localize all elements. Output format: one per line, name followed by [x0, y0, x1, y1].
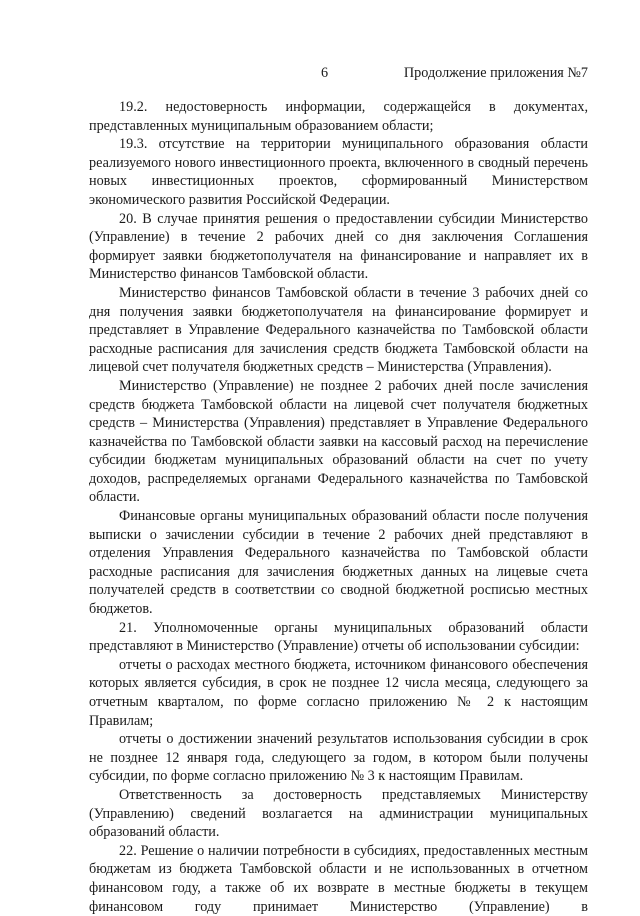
document-body: [89, 98, 588, 916]
paragraph-19-3: 19.3. отсутствие на территории муниципального образования области реализуемого нового инвестиционного проекта, включенного в сводный перечень новых инвестиционных проектов, сформированный Министерством экономического развития Российской Федерации.: [89, 136, 588, 208]
paragraph-minfin-budget-schedules: Министерство финансов Тамбовской области в течение 3 рабочих дней со дня получения заявки бюджетополучателя на финансирование формирует и представляет в Управление Федерального казначейства по Тамбовской области расходные расписания для зачисления средств бюджета Тамбовской области на лицевой счет получателя бюджетных средств – Министерства (Управления).: [89, 284, 588, 376]
paragraph-20: 20. В случае принятия решения о предоставлении субсидии Министерство (Управление) в течение 2 рабочих дней со дня заключения Соглашения формирует заявки бюджетополучателя на финансирование и направляет их в Министерство финансов Тамбовской области.: [89, 210, 588, 283]
page-number: 6: [321, 65, 329, 81]
paragraph-ministry-cash-requests: Министерство (Управление) не позднее 2 рабочих дней после зачисления средств бюджета Тамбовской области на лицевой счет получателя бюджетных средств – Министерства (Управления) представляет в Управление Федерального казначейства по Тамбовской области заявки на кассовый расход на перечисление субсидии бюджетам муниципальных образований области на счет по учету доходов, распределяемых органами Федерального казначейства по Тамбовской области.: [89, 377, 588, 506]
paragraph-results-reports: отчеты о достижении значений результатов использования субсидии в срок не позднее 12 января года, следующего за годом, в котором были получены субсидии, по форме согласно приложению № 3 к настоящим Правилам.: [89, 731, 588, 785]
paragraph-responsibility: Ответственность за достоверность представляемых Министерству (Управлению) сведений возлагается на администрации муниципальных образований области.: [89, 786, 588, 841]
paragraph-expense-reports: отчеты о расходах местного бюджета, источником финансового обеспечения которых является субсидия, в срок не позднее 12 числа месяца, следующего за отчетным кварталом, по форме согласно приложению № 2 к настоящим Правилам;: [89, 656, 588, 729]
paragraph-financial-bodies: Финансовые органы муниципальных образований области после получения выписки о зачислении субсидии в течение 2 рабочих дней представляют в отделения Управления Федерального казначейства по Тамбовской области расходные расписания для зачисления бюджетных данных на лицевые счета получателей средств в соответствии со сводной бюджетной росписью местных бюджетов.: [89, 508, 588, 618]
appendix-continuation-note: Продолжение приложения №7: [403, 65, 588, 81]
paragraph-19-2: 19.2. недостоверность информации, содержащейся в документах, представленных муниципальным образованием области;: [89, 99, 588, 134]
paragraph-21: 21. Уполномоченные органы муниципальных образований области представляют в Министерство (Управление) отчеты об использовании субсидии:: [89, 619, 588, 655]
paragraph-22: 22. Решение о наличии потребности в субсидиях, предоставленных местным бюджетам из бюджета Тамбовской области и не использованных в отчетном финансовом году, а также об их возврате в местные бюджеты в текущем финансовом году принимает Министерство (Управление) в: [89, 842, 588, 915]
page-header: [0, 64, 640, 84]
